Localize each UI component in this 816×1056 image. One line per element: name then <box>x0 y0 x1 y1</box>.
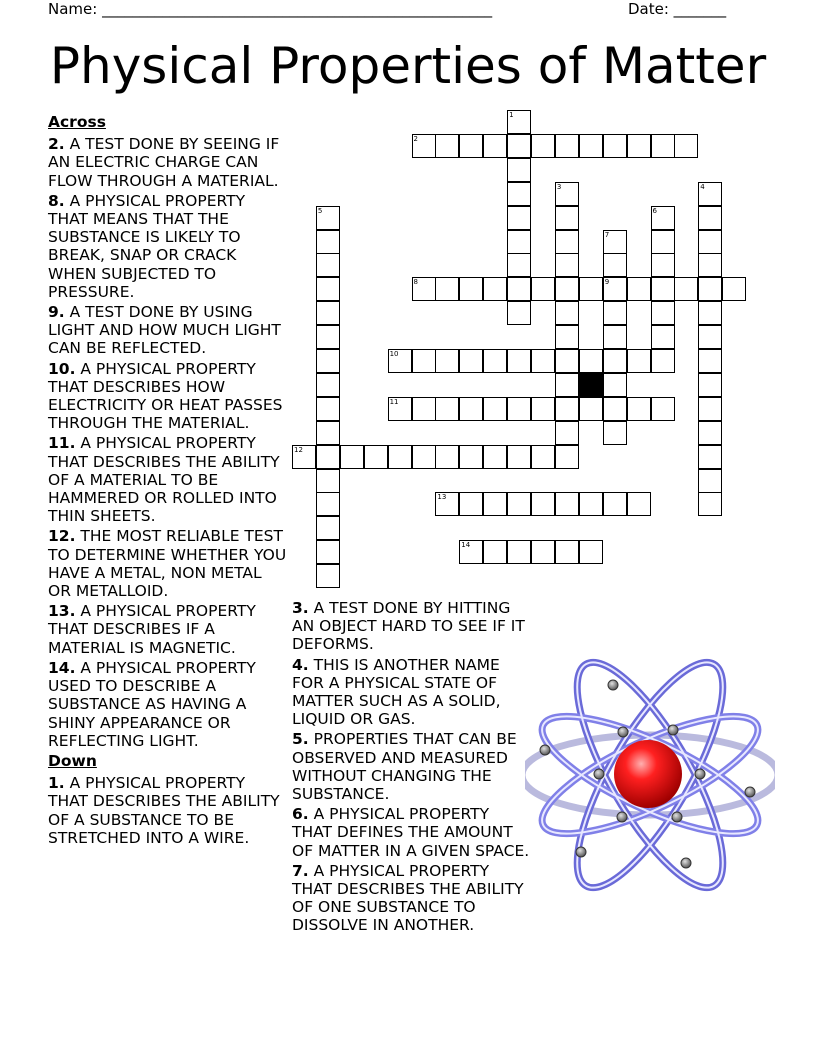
clue-number: 14. <box>48 658 76 677</box>
crossword-cell[interactable] <box>674 277 698 301</box>
crossword-cell[interactable] <box>507 110 531 134</box>
cell-number: 5 <box>317 206 323 215</box>
crossword-cell[interactable] <box>698 206 722 230</box>
crossword-cell[interactable] <box>316 564 340 588</box>
crossword-cell[interactable] <box>388 349 412 373</box>
electron <box>608 680 618 690</box>
crossword-cell[interactable] <box>507 158 531 182</box>
crossword-cell[interactable] <box>698 421 722 445</box>
crossword-cell[interactable] <box>651 325 675 349</box>
electron <box>540 745 550 755</box>
crossword-cell[interactable] <box>483 277 507 301</box>
crossword-cell[interactable] <box>459 277 483 301</box>
crossword-cell[interactable] <box>292 445 316 469</box>
crossword-cell[interactable] <box>388 397 412 421</box>
clue-text: A PHYSICAL PROPERTY THAT MEANS THAT THE SUBSTANCE IS LIKELY TO BREAK, SNAP OR CRACK WHEN SUBJECTED TO PRESSURE. <box>48 191 246 301</box>
crossword-cell[interactable] <box>698 301 722 325</box>
crossword-cell[interactable] <box>412 397 436 421</box>
crossword-cell[interactable] <box>651 134 675 158</box>
crossword-cell[interactable] <box>603 253 627 277</box>
crossword-cell[interactable] <box>507 230 531 254</box>
clue-number: 10. <box>48 359 76 378</box>
crossword-cell[interactable] <box>698 469 722 493</box>
clue-text: PROPERTIES THAT CAN BE OBSERVED AND MEASURED WITHOUT CHANGING THE SUBSTANCE. <box>292 730 517 804</box>
crossword-cell[interactable] <box>507 206 531 230</box>
crossword-cell[interactable] <box>603 301 627 325</box>
crossword-cell[interactable] <box>603 134 627 158</box>
crossword-cell[interactable] <box>603 325 627 349</box>
crossword-cell[interactable] <box>459 492 483 516</box>
crossword-cell[interactable] <box>316 540 340 564</box>
cell-number: 13 <box>437 493 447 502</box>
crossword-cell[interactable] <box>698 445 722 469</box>
crossword-cell[interactable] <box>435 397 459 421</box>
crossword-cell[interactable] <box>651 397 675 421</box>
crossword-cell[interactable] <box>483 492 507 516</box>
crossword-cell[interactable] <box>435 277 459 301</box>
electron <box>617 812 627 822</box>
crossword-cell[interactable] <box>555 134 579 158</box>
crossword-cell[interactable] <box>531 349 555 373</box>
crossword-cell[interactable] <box>507 540 531 564</box>
across-clue <box>48 303 288 358</box>
page-title: Physical Properties of Matter <box>49 37 767 95</box>
clue-number: 3. <box>292 599 309 617</box>
crossword-cell[interactable] <box>651 301 675 325</box>
crossword-cell[interactable] <box>579 277 603 301</box>
crossword-cell[interactable] <box>316 230 340 254</box>
clue-number: 4. <box>292 655 309 674</box>
clue-number: 5. <box>292 730 309 749</box>
crossword-cell[interactable] <box>459 445 483 469</box>
clue-number: 13. <box>48 602 76 621</box>
crossword-cell[interactable] <box>555 182 579 206</box>
clue-text: A PHYSICAL PROPERTY THAT DESCRIBES IF A MATERIAL IS MAGNETIC. <box>48 602 256 657</box>
crossword-cell[interactable] <box>651 253 675 277</box>
crossword-cell[interactable] <box>507 301 531 325</box>
clue-number: 8. <box>48 191 65 210</box>
clue-text: A TEST DONE BY HITTING AN OBJECT HARD TO SEE IF IT DEFORMS. <box>292 599 525 654</box>
down-clue <box>292 656 532 729</box>
crossword-cell[interactable] <box>603 421 627 445</box>
across-clue <box>48 135 288 190</box>
crossword-cell[interactable] <box>627 277 651 301</box>
crossword-cell[interactable] <box>483 349 507 373</box>
crossword-cell[interactable] <box>507 134 531 158</box>
crossword-cell[interactable] <box>316 516 340 540</box>
clue-text: A TEST DONE BY SEEING IF AN ELECTRIC CHARGE CAN FLOW THROUGH A MATERIAL. <box>48 135 280 190</box>
crossword-cell[interactable] <box>627 349 651 373</box>
crossword-cell[interactable] <box>698 253 722 277</box>
crossword-cell[interactable] <box>483 445 507 469</box>
crossword-cell[interactable] <box>435 134 459 158</box>
clue-text: A PHYSICAL PROPERTY THAT DESCRIBES THE ABILITY OF A MATERIAL TO BE HAMMERED OR ROLLED INTO THIN SHEETS. <box>48 434 280 526</box>
down-heading: Down <box>48 751 97 770</box>
crossword-cell[interactable] <box>579 540 603 564</box>
electron <box>618 727 628 737</box>
crossword-cell[interactable] <box>316 469 340 493</box>
across-clue <box>48 360 288 433</box>
crossword-cell[interactable] <box>435 492 459 516</box>
cell-number: 12 <box>294 445 303 454</box>
crossword-cell[interactable] <box>316 492 340 516</box>
crossword-cell[interactable] <box>555 349 579 373</box>
crossword-cell[interactable] <box>531 134 555 158</box>
crossword-cell[interactable] <box>651 206 675 230</box>
crossword-cell[interactable] <box>555 277 579 301</box>
cell-number: 11 <box>389 397 399 406</box>
crossword-cell[interactable] <box>555 253 579 277</box>
nucleus <box>614 740 682 808</box>
crossword-cell[interactable] <box>555 301 579 325</box>
down-clue <box>48 774 288 847</box>
clue-text: A PHYSICAL PROPERTY THAT DESCRIBES THE ABILITY OF ONE SUBSTANCE TO DISSOLVE IN ANOTHER. <box>292 861 524 935</box>
cell-number: 10 <box>389 350 399 358</box>
crossword-cell[interactable] <box>388 445 412 469</box>
crossword-cell[interactable] <box>507 492 531 516</box>
down-clue <box>292 862 532 935</box>
cell-number: 8 <box>413 278 418 287</box>
crossword-cell[interactable] <box>316 206 340 230</box>
name-line: Name: ____________________________________________________ <box>48 0 493 18</box>
across-heading: Across <box>48 113 106 131</box>
crossword-cell[interactable] <box>603 277 627 301</box>
electron <box>681 858 691 868</box>
crossword-cell[interactable] <box>459 397 483 421</box>
cell-number: 14 <box>461 541 471 550</box>
crossword-cell[interactable] <box>316 325 340 349</box>
clue-text: THE MOST RELIABLE TEST TO DETERMINE WHETHER YOU HAVE A METAL, NON METAL OR METALLOID. <box>48 527 287 601</box>
clue-number: 2. <box>48 135 65 154</box>
crossword-cell[interactable] <box>698 373 722 397</box>
crossword-cell[interactable] <box>627 397 651 421</box>
crossword-cell[interactable] <box>316 397 340 421</box>
clue-text: A PHYSICAL PROPERTY THAT DEFINES THE AMOUNT OF MATTER IN A GIVEN SPACE. <box>292 805 530 860</box>
across-clue <box>48 434 288 525</box>
crossword-cell[interactable] <box>627 492 651 516</box>
crossword-cell[interactable] <box>507 349 531 373</box>
crossword-cell[interactable] <box>435 349 459 373</box>
crossword-cell[interactable] <box>555 540 579 564</box>
clue-text: A PHYSICAL PROPERTY THAT DESCRIBES HOW ELECTRICITY OR HEAT PASSES THROUGH THE MATERIAL. <box>48 359 283 433</box>
crossword-cell[interactable] <box>507 253 531 277</box>
crossword-cell[interactable] <box>507 445 531 469</box>
crossword-cell[interactable] <box>531 540 555 564</box>
crossword-cell[interactable] <box>316 349 340 373</box>
electron <box>668 725 678 735</box>
clue-column-left <box>48 113 288 849</box>
crossword-cell[interactable] <box>698 182 722 206</box>
crossword-cell[interactable] <box>531 445 555 469</box>
down-clue <box>292 599 532 654</box>
clue-number: 1. <box>48 774 65 793</box>
clue-text: THIS IS ANOTHER NAME FOR A PHYSICAL STATE OF MATTER SUCH AS A SOLID, LIQUID OR GAS. <box>292 655 501 729</box>
clue-number: 9. <box>48 303 65 322</box>
down-clue <box>292 730 532 803</box>
crossword-cell[interactable] <box>603 397 627 421</box>
crossword-cell[interactable] <box>316 445 340 469</box>
crossword-cell[interactable] <box>651 349 675 373</box>
crossword-cell[interactable] <box>412 349 436 373</box>
clue-number: 11. <box>48 434 76 453</box>
crossword-cell[interactable] <box>531 492 555 516</box>
atom-illustration <box>525 640 775 910</box>
crossword-cell[interactable] <box>459 540 483 564</box>
clue-text: A TEST DONE BY USING LIGHT AND HOW MUCH LIGHT CAN BE REFLECTED. <box>48 303 281 358</box>
crossword-cell[interactable] <box>507 397 531 421</box>
cell-number: 3 <box>556 182 562 191</box>
crossword-cell[interactable] <box>555 325 579 349</box>
crossword-cell[interactable] <box>698 349 722 373</box>
clue-number: 7. <box>292 861 309 880</box>
crossword-cell[interactable] <box>316 373 340 397</box>
down-clue <box>292 805 532 860</box>
crossword-cell[interactable] <box>651 277 675 301</box>
crossword-cell[interactable] <box>603 492 627 516</box>
crossword-cell[interactable] <box>412 277 436 301</box>
crossword-cell[interactable] <box>412 134 436 158</box>
crossword-cell[interactable] <box>603 349 627 373</box>
crossword-cell[interactable] <box>555 397 579 421</box>
cell-number: 2 <box>413 134 418 143</box>
crossword-cell[interactable] <box>531 277 555 301</box>
electron <box>594 769 604 779</box>
clue-text: A PHYSICAL PROPERTY THAT DESCRIBES THE ABILITY OF A SUBSTANCE TO BE STRETCHED INTO A WIRE. <box>48 774 280 847</box>
across-clue <box>48 527 288 600</box>
crossword-cell[interactable] <box>698 230 722 254</box>
crossword-cell[interactable] <box>698 492 722 516</box>
crossword-cell[interactable] <box>340 445 364 469</box>
clue-number: 12. <box>48 527 76 546</box>
crossword-cell[interactable] <box>579 397 603 421</box>
crossword-cell[interactable] <box>507 182 531 206</box>
crossword-cell[interactable] <box>316 277 340 301</box>
crossword-cell[interactable] <box>579 492 603 516</box>
across-clue <box>48 192 288 301</box>
across-clue <box>48 659 288 750</box>
cell-number: 6 <box>652 206 657 215</box>
crossword-cell[interactable] <box>459 349 483 373</box>
cell-number: 1 <box>509 111 514 119</box>
crossword-cell[interactable] <box>651 230 675 254</box>
crossword-cell[interactable] <box>603 373 627 397</box>
crossword-cell[interactable] <box>603 230 627 254</box>
crossword-cell[interactable] <box>698 325 722 349</box>
crossword-cell[interactable] <box>316 301 340 325</box>
crossword-cell[interactable] <box>555 206 579 230</box>
crossword-cell[interactable] <box>483 397 507 421</box>
crossword-cell[interactable] <box>579 349 603 373</box>
electron <box>672 812 682 822</box>
crossword-cell[interactable] <box>555 421 579 445</box>
cell-number: 4 <box>700 182 705 191</box>
crossword-cell[interactable] <box>555 445 579 469</box>
crossword-cell[interactable] <box>507 277 531 301</box>
electron <box>576 847 586 857</box>
crossword-cell[interactable] <box>674 134 698 158</box>
electron <box>695 769 705 779</box>
cell-number: 7 <box>604 230 610 239</box>
crossword-cell[interactable] <box>316 421 340 445</box>
crossword-cell[interactable] <box>483 134 507 158</box>
crossword-block <box>579 373 603 397</box>
crossword-cell[interactable] <box>555 492 579 516</box>
clue-text: A PHYSICAL PROPERTY USED TO DESCRIBE A SUBSTANCE AS HAVING A SHINY APPEARANCE OR REFLECTING LIGHT. <box>48 658 256 750</box>
crossword-cell[interactable] <box>531 397 555 421</box>
date-line: Date: _______ <box>628 0 727 18</box>
crossword-cell[interactable] <box>698 397 722 421</box>
clue-number: 6. <box>292 805 309 824</box>
crossword-cell[interactable] <box>435 445 459 469</box>
cell-number: 9 <box>604 278 610 287</box>
crossword-cell[interactable] <box>483 540 507 564</box>
crossword-cell[interactable] <box>722 277 746 301</box>
across-clue <box>48 602 288 657</box>
crossword-cell[interactable] <box>555 230 579 254</box>
crossword-cell[interactable] <box>579 134 603 158</box>
crossword-cell[interactable] <box>412 445 436 469</box>
crossword-cell[interactable] <box>316 253 340 277</box>
crossword-cell[interactable] <box>364 445 388 469</box>
crossword-cell[interactable] <box>627 134 651 158</box>
clue-column-right <box>292 599 532 937</box>
crossword-cell[interactable] <box>555 373 579 397</box>
crossword-cell[interactable] <box>459 134 483 158</box>
crossword-cell[interactable] <box>698 277 722 301</box>
electron <box>745 787 755 797</box>
